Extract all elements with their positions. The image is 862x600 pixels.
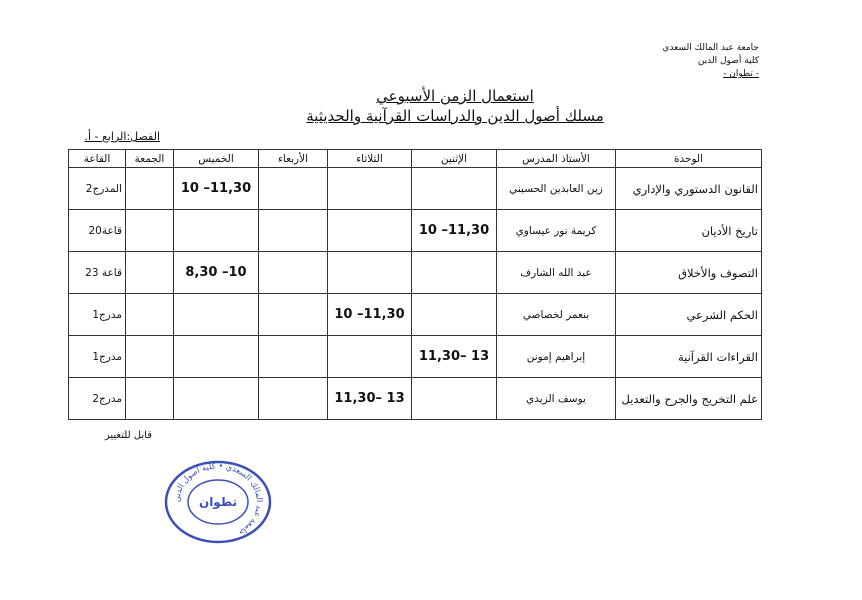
cell-unit: علم التخريج والجرح والتعديل <box>616 378 762 420</box>
cell-room: مدرج2 <box>69 378 126 420</box>
cell-room: المدرج2 <box>69 168 126 210</box>
header-room: القاعة <box>69 150 126 168</box>
cell-unit: القراءات القرآنية <box>616 336 762 378</box>
cell-tuesday <box>328 210 412 252</box>
cell-unit: تاريخ الأديان <box>616 210 762 252</box>
cell-wednesday <box>259 294 328 336</box>
title-line-2: مسلك أصول الدين والدراسات القرآنية والحديثية <box>306 107 604 125</box>
city-name: - تطوان - <box>723 69 759 79</box>
class-label: الفصل:الرابع - أ. <box>84 130 160 143</box>
cell-thursday <box>174 336 259 378</box>
cell-monday <box>412 252 497 294</box>
cell-room: قاعة 23 <box>69 252 126 294</box>
cell-monday <box>412 378 497 420</box>
schedule-table <box>68 149 762 420</box>
cell-friday <box>126 294 174 336</box>
institution-header <box>559 42 759 81</box>
cell-professor: بنعمر لخصاصي <box>497 294 616 336</box>
table-row <box>69 336 762 378</box>
faculty-stamp <box>163 460 273 545</box>
cell-monday: 11,30– 13 <box>412 336 497 378</box>
header-wednesday: الأربعاء <box>259 150 328 168</box>
faculty-name: كلية أصول الدين <box>697 56 759 66</box>
cell-unit: القانون الدستوري والإداري <box>616 168 762 210</box>
cell-room: قاعة20 <box>69 210 126 252</box>
table-row <box>69 252 762 294</box>
cell-friday <box>126 210 174 252</box>
university-name: جامعة عبد المالك السعدي <box>662 43 759 53</box>
cell-unit: الحكم الشرعي <box>616 294 762 336</box>
table-row <box>69 378 762 420</box>
cell-wednesday <box>259 210 328 252</box>
cell-tuesday <box>328 336 412 378</box>
stamp-outer-text: جامعة عبد المالك السعدي • كلية أصول الدين <box>171 461 265 538</box>
header-friday: الجمعة <box>126 150 174 168</box>
cell-professor: يوسف الزيدي <box>497 378 616 420</box>
cell-wednesday <box>259 378 328 420</box>
cell-thursday: 8,30 –10 <box>174 252 259 294</box>
cell-professor: زين العابدين الحسيني <box>497 168 616 210</box>
cell-thursday <box>174 210 259 252</box>
table-row <box>69 294 762 336</box>
stamp-center-text: تطوان <box>198 495 238 509</box>
header-professor: الأستاذ المدرس <box>497 150 616 168</box>
cell-tuesday <box>328 168 412 210</box>
cell-room: مدرج1 <box>69 294 126 336</box>
header-thursday: الخميس <box>174 150 259 168</box>
cell-unit: التصوف والأخلاق <box>616 252 762 294</box>
header-monday: الإثنين <box>412 150 497 168</box>
document-title <box>260 86 650 126</box>
cell-tuesday: 10 –11,30 <box>328 294 412 336</box>
table-header-row <box>69 150 762 168</box>
title-line-1: استعمال الزمن الأسبوعي <box>376 87 534 105</box>
header-unit: الوحدة <box>616 150 762 168</box>
cell-wednesday <box>259 252 328 294</box>
cell-monday: 10 –11,30 <box>412 210 497 252</box>
cell-monday <box>412 294 497 336</box>
cell-friday <box>126 168 174 210</box>
cell-tuesday <box>328 252 412 294</box>
cell-thursday <box>174 378 259 420</box>
cell-friday <box>126 336 174 378</box>
cell-professor: كريمة نور عيساوي <box>497 210 616 252</box>
header-tuesday: الثلاثاء <box>328 150 412 168</box>
table-row <box>69 210 762 252</box>
cell-thursday: 10 –11,30 <box>174 168 259 210</box>
cell-wednesday <box>259 168 328 210</box>
cell-friday <box>126 378 174 420</box>
cell-monday <box>412 168 497 210</box>
table-row <box>69 168 762 210</box>
cell-room: مدرج1 <box>69 336 126 378</box>
cell-professor: عبد الله الشارف <box>497 252 616 294</box>
cell-professor: إبراهيم إمونن <box>497 336 616 378</box>
subject-to-change-note: قابل للتغيير <box>104 430 152 441</box>
cell-thursday <box>174 294 259 336</box>
cell-tuesday: 11,30– 13 <box>328 378 412 420</box>
cell-friday <box>126 252 174 294</box>
cell-wednesday <box>259 336 328 378</box>
